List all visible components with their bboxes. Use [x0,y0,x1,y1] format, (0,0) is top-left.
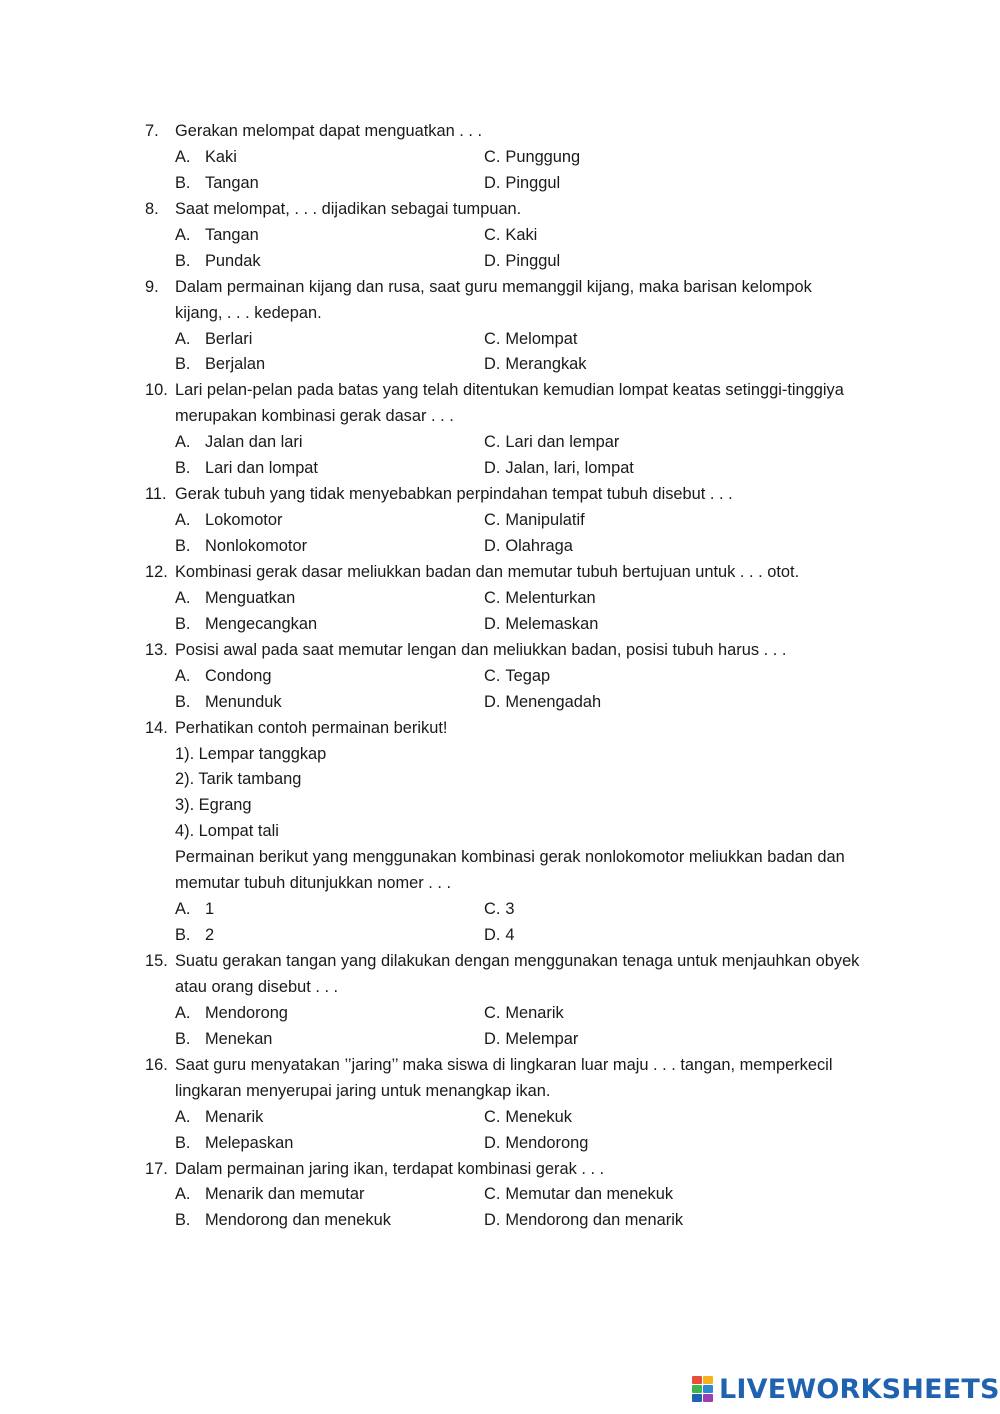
question-text: Kombinasi gerak dasar meliukkan badan dan memutar tubuh bertujuan untuk . . . otot. [175,562,800,581]
option-item [175,1182,364,1208]
option-row [145,1105,905,1131]
option-row [145,612,905,638]
option-text: Berjalan [205,355,266,374]
option-item [484,171,560,197]
question-block [145,119,905,197]
option-row [145,664,905,690]
question-block [145,1157,905,1235]
question-row [145,638,905,664]
question-row [145,275,905,301]
question-continuation [145,301,905,327]
option-letter: B. [175,537,191,555]
option-row [145,923,905,949]
question-text: Saat melompat, . . . dijadikan sebagai tumpuan. [175,199,522,218]
option-item [484,1001,564,1027]
option-letter: C. [484,225,501,244]
option-letter: B. [175,1211,191,1230]
option-text: 4 [505,926,515,945]
question-text: Posisi awal pada saat memutar lengan dan meliukkan badan, posisi tubuh harus . . . [175,640,787,659]
logo-icon [692,1376,714,1402]
question-row [145,378,905,404]
option-letter: B. [175,926,191,945]
question-text: Suatu gerakan tangan yang dilakukan dengan menggunakan tenaga untuk menjauhkan obyek [175,952,860,970]
option-letter: C. [484,900,501,919]
option-text: Menguatkan [205,588,296,607]
option-item [175,223,259,249]
option-text: Condong [205,666,272,685]
option-item [484,923,515,949]
option-text: Pinggul [505,251,561,270]
option-text: Olahraga [505,537,573,555]
question-text-line: memutar tubuh ditunjukkan nomer . . . [175,874,452,893]
question-text-line: 2). Tarik tambang [175,770,302,789]
question-text-line: 4). Lompat tali [175,822,279,841]
option-text: Lokomotor [205,511,283,530]
option-text: Nonlokomotor [205,537,308,555]
question-continuation [145,793,905,819]
question-continuation [145,819,905,845]
option-item [484,352,587,378]
option-text: Mendorong dan menarik [505,1211,684,1230]
question-text-line: 3). Egrang [175,796,252,815]
option-text: Melompat [505,329,578,348]
question-list [145,119,905,1234]
option-letter: B. [175,1133,191,1152]
option-item [175,456,318,482]
question-text-line: kijang, . . . kedepan. [175,303,322,322]
question-text: Dalam permainan kijang dan rusa, saat guru memanggil kijang, maka barisan kelompok [175,277,812,296]
option-row [145,534,905,560]
question-block [145,197,905,275]
question-block [145,949,905,1053]
option-letter: B. [175,251,191,270]
option-item [175,690,282,716]
question-text-line: 1). Lempar tanggkap [175,744,327,763]
option-text: Kaki [205,147,237,166]
option-letter: D. [484,173,501,192]
option-item [484,249,560,275]
option-text: Berlari [205,329,253,348]
option-text: Melepaskan [205,1133,294,1152]
option-letter: D. [484,1211,501,1230]
option-letter: C. [484,588,501,607]
option-text: 1 [205,900,215,919]
option-letter: D. [484,355,501,374]
option-item [484,897,515,923]
question-text-line: atau orang disebut . . . [175,977,339,996]
option-letter: D. [484,459,501,478]
option-text: Pinggul [505,173,561,192]
option-letter: C. [484,147,501,166]
option-letter: C. [484,666,501,685]
option-text: Jalan, lari, lompat [505,459,634,478]
option-letter: D. [484,251,501,270]
option-item [484,612,598,638]
question-continuation [145,1079,905,1105]
option-text: 3 [505,900,515,919]
option-row [145,171,905,197]
option-item [175,430,303,456]
option-item [175,1208,391,1234]
option-text: Melenturkan [505,588,596,607]
option-item [175,1131,293,1157]
question-continuation [145,767,905,793]
option-item [175,1105,263,1131]
question-block [145,482,905,560]
option-row [145,508,905,534]
option-letter: D. [484,614,501,633]
question-number: 9. [145,277,159,296]
question-block [145,560,905,638]
option-letter: A. [175,588,191,607]
option-letter: A. [175,666,191,685]
option-letter: A. [175,1185,191,1204]
question-continuation [145,871,905,897]
option-text: Menekan [205,1029,273,1048]
option-item [484,456,634,482]
question-text: Gerakan melompat dapat menguatkan . . . [175,122,483,140]
option-row [145,1131,905,1157]
option-text: Lari dan lempar [505,433,620,452]
option-text: Menarik [205,1107,264,1126]
option-letter: B. [175,459,191,478]
question-text: Perhatikan contoh permainan berikut! [175,718,448,737]
option-letter: D. [484,1029,501,1048]
option-item [484,1027,578,1053]
question-number: 10. [145,381,168,400]
question-number: 7. [145,122,159,140]
option-text: Mendorong dan menekuk [205,1211,391,1230]
question-number: 16. [145,1055,168,1074]
option-letter: B. [175,692,191,711]
question-continuation [145,975,905,1001]
question-block [145,716,905,949]
option-item [175,1001,288,1027]
question-text-line: merupakan kombinasi gerak dasar . . . [175,407,454,426]
option-item [175,923,214,949]
option-letter: C. [484,433,501,452]
option-item [175,612,317,638]
logo-block [703,1376,713,1384]
option-letter: A. [175,1107,191,1126]
logo-block [692,1394,702,1402]
option-text: Mengecangkan [205,614,318,633]
logo-block [703,1385,713,1393]
option-item [484,327,577,353]
option-text: Punggung [505,147,581,166]
option-text: Menekuk [505,1107,572,1126]
option-row [145,1182,905,1208]
logo-text: LIVEWORKSHEETS [719,1373,1000,1405]
option-letter: A. [175,225,191,244]
question-text: Saat guru menyatakan ’’jaring’’ maka siswa di lingkaran luar maju . . . tangan, memperkecil [175,1055,833,1074]
option-text: Lari dan lompat [205,459,318,478]
option-item [484,1182,673,1208]
option-text: Mendorong [205,1003,288,1022]
option-item [175,508,282,534]
liveworksheets-logo [692,1374,1000,1404]
option-letter: B. [175,1029,191,1048]
option-item [484,534,573,560]
option-text: Memutar dan menekuk [505,1185,674,1204]
question-text-line: Permainan berikut yang menggunakan kombinasi gerak nonlokomotor meliukkan badan dan [175,848,845,867]
logo-block [703,1394,713,1402]
option-item [484,430,619,456]
option-row [145,1001,905,1027]
option-text: Merangkak [505,355,587,374]
option-text: Tegap [505,666,551,685]
option-item [175,352,265,378]
option-row [145,456,905,482]
question-row [145,1053,905,1079]
option-item [175,534,307,560]
question-text: Lari pelan-pelan pada batas yang telah ditentukan kemudian lompat keatas setinggi-tinggiya [175,381,844,400]
question-continuation [145,845,905,871]
question-row [145,119,905,145]
option-letter: C. [484,329,501,348]
option-text: Tangan [205,225,259,244]
option-text: 2 [205,926,215,945]
question-continuation [145,404,905,430]
question-text: Gerak tubuh yang tidak menyebabkan perpindahan tempat tubuh disebut . . . [175,485,733,504]
option-text: Jalan dan lari [205,433,303,452]
question-text: Dalam permainan jaring ikan, terdapat kombinasi gerak . . . [175,1159,605,1178]
option-item [175,897,214,923]
option-item [175,664,272,690]
option-letter: C. [484,1107,501,1126]
option-text: Mendorong [505,1133,589,1152]
option-text: Menengadah [505,692,602,711]
option-row [145,249,905,275]
question-row [145,1157,905,1183]
option-text: Melempar [505,1029,579,1048]
option-item [484,690,601,716]
option-row [145,897,905,923]
option-letter: D. [484,537,501,555]
question-continuation [145,742,905,768]
option-item [175,249,261,275]
option-item [484,1105,572,1131]
question-row [145,560,905,586]
option-letter: C. [484,511,501,530]
option-row [145,1208,905,1234]
question-number: 11. [145,485,167,504]
option-letter: D. [484,692,501,711]
option-row [145,430,905,456]
option-letter: D. [484,1133,501,1152]
question-block [145,275,905,379]
option-item [175,145,237,171]
option-letter: B. [175,614,191,633]
option-letter: D. [484,926,501,945]
option-text: Pundak [205,251,261,270]
question-row [145,949,905,975]
option-text: Menunduk [205,692,282,711]
option-letter: A. [175,147,191,166]
option-item [484,664,550,690]
option-text: Tangan [205,173,259,192]
option-letter: A. [175,433,191,452]
question-number: 12. [145,562,168,581]
option-item [484,586,596,612]
question-block [145,1053,905,1157]
question-row [145,197,905,223]
option-item [484,1131,588,1157]
question-number: 14. [145,718,168,737]
option-letter: C. [484,1003,501,1022]
question-number: 17. [145,1159,168,1178]
option-text: Menarik dan memutar [205,1185,365,1204]
option-row [145,223,905,249]
logo-block [692,1385,702,1393]
option-letter: A. [175,511,191,530]
option-row [145,690,905,716]
option-letter: A. [175,900,191,919]
question-number: 15. [145,952,168,970]
option-letter: B. [175,173,191,192]
option-letter: A. [175,1003,191,1022]
option-letter: B. [175,355,191,374]
option-item [175,327,252,353]
option-item [484,145,580,171]
question-row [145,716,905,742]
option-item [175,171,259,197]
option-item [175,586,295,612]
option-item [484,1208,683,1234]
logo-block [692,1376,702,1384]
question-text-line: lingkaran menyerupai jaring untuk menangkap ikan. [175,1081,551,1100]
question-block [145,378,905,482]
option-text: Manipulatif [505,511,585,530]
option-row [145,352,905,378]
question-block [145,638,905,716]
option-row [145,327,905,353]
option-text: Kaki [505,225,538,244]
question-number: 8. [145,199,159,218]
option-text: Melemaskan [505,614,599,633]
option-item [484,508,585,534]
option-item [175,1027,272,1053]
option-letter: C. [484,1185,501,1204]
option-row [145,145,905,171]
option-text: Menarik [505,1003,564,1022]
option-letter: A. [175,329,191,348]
question-row [145,482,905,508]
option-row [145,1027,905,1053]
option-row [145,586,905,612]
option-item [484,223,537,249]
question-number: 13. [145,640,168,659]
